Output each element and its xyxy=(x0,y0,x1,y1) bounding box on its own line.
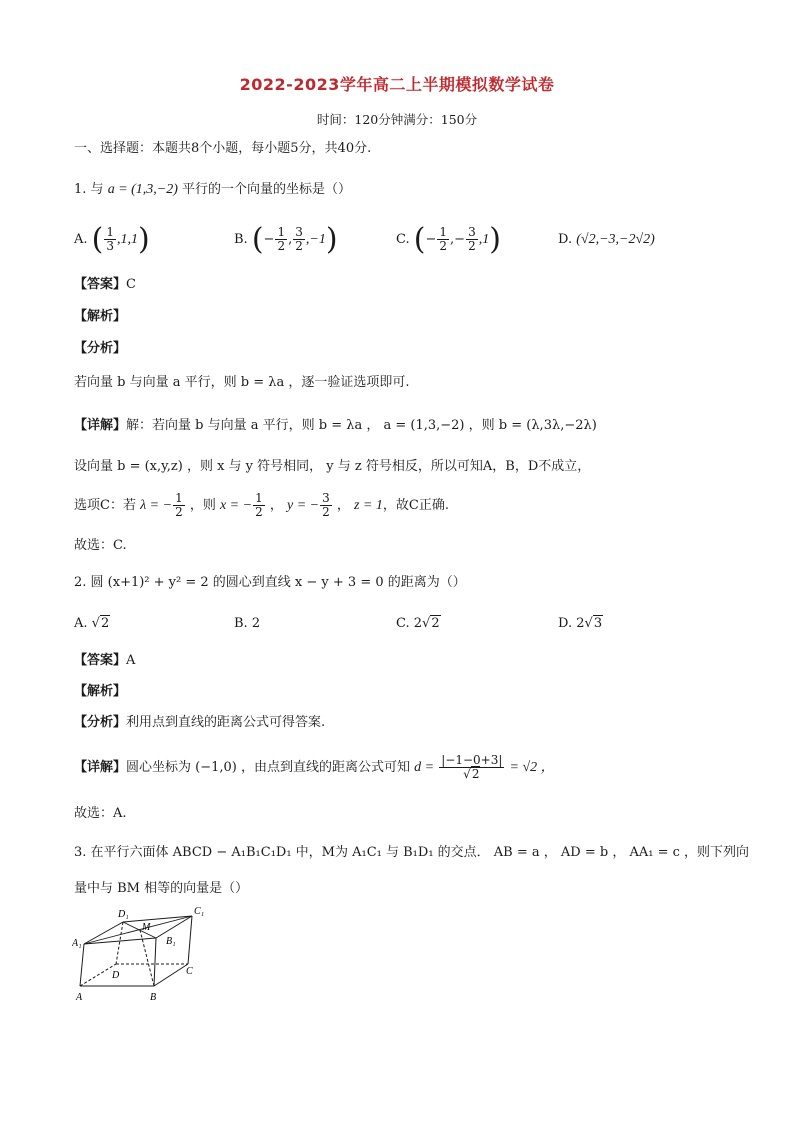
label-c: C xyxy=(186,966,193,977)
label-b1: B₁ xyxy=(166,936,176,947)
question-1-detail-1: 【详解】解：若向量 b 与向量 a 平行，则 b = λa ， a = (1,3,−2) ，则 b = (λ,3λ,−2λ) xyxy=(74,418,597,433)
question-2-detail: 【详解】圆心坐标为 (−1,0) ，由点到直线的距离公式可知 d = $\frac{|-1-0+3|}{√2}$ = √2 ， xyxy=(74,753,555,781)
question-2-conclusion: 故选：A. xyxy=(74,806,127,821)
question-2-option-b: B. 2 xyxy=(234,616,261,631)
label-m: M xyxy=(142,922,151,933)
question-2-analysis-tag: 【解析】 xyxy=(74,684,127,699)
question-1-answer: 【答案】C xyxy=(74,277,136,292)
exam-time-info: 时间：120分钟满分：150分 xyxy=(316,112,478,127)
question-3-line-1: 3. 在平行六面体 ABCD − A₁B₁C₁D₁ 中，M为 A₁C₁ 与 B₁D₁ 的交点． AB = a ， AD = b ， AA₁ = c ，则下列向 xyxy=(74,845,750,860)
question-1-stem xyxy=(74,181,351,199)
question-1-conclusion: 故选：C. xyxy=(74,538,127,553)
label-d: D xyxy=(112,970,120,981)
label-c1: C₁ xyxy=(194,906,205,917)
parallelepiped-figure xyxy=(72,902,222,1012)
question-1-option-b: B. (− $\frac{1}{2}$ , $\frac{3}{2}$ ,−1) xyxy=(234,222,338,257)
question-1-detail-2: 设向量 b = (x,y,z) ，则 x 与 y 符号相同， y 与 z 符号相反，所以可知A，B，D不成立， xyxy=(74,459,591,474)
label-a: A xyxy=(76,992,83,1003)
question-1-option-c: C. (− $\frac{1}{2}$ ,− $\frac{3}{2}$ ,1) xyxy=(396,222,501,257)
label-a1: A₁ xyxy=(72,938,82,949)
question-2-option-c: C. 2√2 xyxy=(396,616,440,631)
page-title: 2022-2023学年高二上半期模拟数学试卷 xyxy=(239,75,555,94)
question-1-tail: 平行的一个向量的坐标是（） xyxy=(182,182,352,197)
question-1-detail-3: 选项C：若 λ = − $\frac{1}{2}$ ，则 x = − $\frac{1}{2}$ ， y = − $\frac{3}{2}$ ， z = 1，故C正确. xyxy=(74,491,449,519)
question-1-number: 1. 与 xyxy=(74,182,104,197)
question-1-analysis-tag: 【解析】 xyxy=(74,309,127,324)
question-2-fenxi: 【分析】利用点到直线的距离公式可得答案. xyxy=(74,715,326,730)
question-2-answer: 【答案】A xyxy=(74,653,136,668)
question-1-option-a: A. ( $\frac{1}{3}$ ,1,1) xyxy=(74,222,150,257)
label-b: B xyxy=(150,992,157,1003)
question-3-line-2: 量中与 BM 相等的向量是（） xyxy=(74,881,249,896)
label-d1: D₁ xyxy=(118,909,129,920)
question-1-option-d: D. (√2,−3,−2√2) xyxy=(558,232,655,247)
question-2-option-a: A. √2 xyxy=(74,616,110,631)
section-heading: 一、选择题：本题共8个小题，每小题5分，共40分. xyxy=(74,141,372,156)
question-2-stem: 2. 圆 (x+1)² + y² = 2 的圆心到直线 x − y + 3 = 0 的距离为（） xyxy=(74,575,466,590)
question-1-fenxi: 若向量 b 与向量 a 平行，则 b = λa ，逐一验证选项即可. xyxy=(74,375,410,390)
question-1-fenxi-tag: 【分析】 xyxy=(74,341,127,356)
question-1-vector: a = (1,3,−2) xyxy=(107,182,178,197)
question-2-option-d: D. 2√3 xyxy=(558,616,603,631)
